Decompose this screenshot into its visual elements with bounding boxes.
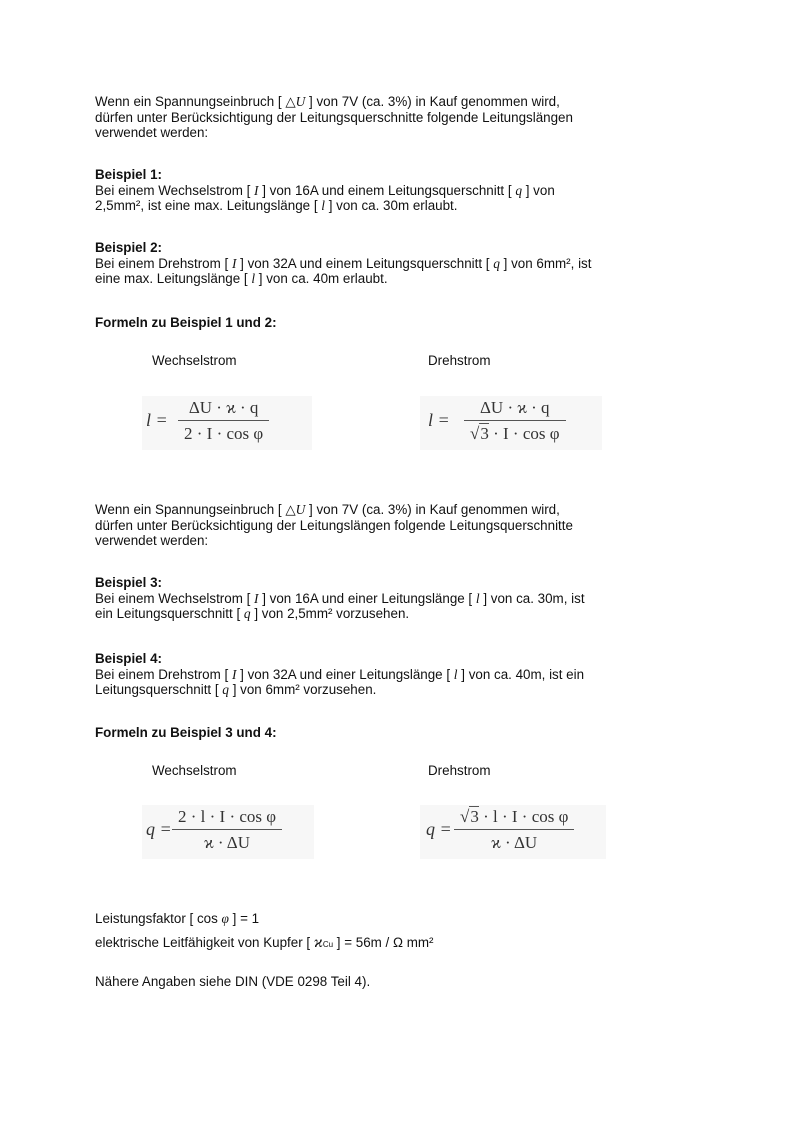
text: ] = 1 [228, 911, 260, 926]
example-title: Beispiel 4: [95, 651, 162, 666]
text: Wenn ein Spannungseinbruch [ [95, 94, 286, 109]
formula-fraction [172, 805, 282, 853]
formula-lhs: l = [428, 410, 450, 430]
example-3 [95, 575, 695, 622]
length-symbol: l [475, 590, 480, 606]
formula-fraction [464, 396, 566, 444]
label-wechselstrom: Wechselstrom [152, 353, 237, 368]
text: ] von ca. 40m erlaubt. [255, 271, 388, 287]
text: ] von 7V (ca. 3%) in Kauf genommen wird, [305, 502, 560, 517]
formula-numerator: ΔU · ϰ · q [178, 396, 269, 421]
text: ] von 16A und einer Leitungslänge [ [258, 590, 476, 606]
phi-symbol: φ [221, 911, 229, 926]
example-title: Beispiel 3: [95, 575, 162, 590]
text: elektrische Leitfähigkeit von Kupfer [ [95, 935, 314, 950]
text: 2,5mm², ist eine max. Leitungslänge [ [95, 198, 322, 214]
formula-lhs: q = [426, 819, 452, 839]
formula-lhs: l = [146, 410, 168, 430]
intro-paragraph-2 [95, 502, 695, 549]
text: ] von 7V (ca. 3%) in Kauf genommen wird, [305, 94, 560, 109]
cross-section-symbol: q [515, 182, 523, 198]
din-reference: Nähere Angaben siehe DIN (VDE 0298 Teil 4). [95, 974, 371, 989]
text: · l · I · cos φ [478, 807, 569, 826]
sqrt-radicand: 3 [480, 424, 489, 443]
length-symbol: l [251, 271, 256, 287]
intro-paragraph-1 [95, 94, 695, 141]
formula-denominator: √3 · I · cos φ [470, 424, 560, 443]
text: Leistungsfaktor [ cos [95, 911, 222, 926]
text: Bei einem Wechselstrom [ [95, 590, 255, 606]
text: dürfen unter Berücksichtigung der Leitungslängen folgende Leitungsquerschnitte [95, 517, 573, 533]
label-drehstrom: Drehstrom [428, 763, 491, 778]
cross-section-symbol: q [222, 682, 229, 698]
conductivity-line [95, 935, 695, 953]
current-symbol: I [231, 255, 237, 271]
cross-section-symbol: q [243, 606, 251, 622]
text: verwendet werden: [95, 125, 209, 141]
formula-length-3phase [420, 396, 602, 450]
formula-lhs: q = [146, 819, 172, 839]
text: eine max. Leitungslänge [ [95, 271, 252, 287]
formula-fraction [178, 396, 269, 444]
formulas-heading-1-2: Formeln zu Beispiel 1 und 2: [95, 315, 277, 330]
current-symbol: I [254, 590, 259, 606]
text: ] von ca. 30m, ist [479, 590, 585, 606]
example-title: Beispiel 2: [95, 240, 162, 255]
text: Leitungsquerschnitt [ [95, 682, 223, 698]
text: ] = 56m / Ω mm² [333, 935, 434, 950]
text: ] von 16A und einem Leitungsquerschnitt [ [258, 182, 516, 198]
formula-section-ac [142, 805, 314, 859]
text: ] von 32A und einem Leitungsquerschnitt [ [236, 255, 494, 271]
text: Wenn ein Spannungseinbruch [ [95, 502, 286, 517]
text: Bei einem Drehstrom [ [95, 666, 232, 682]
example-1 [95, 167, 695, 214]
formula-denominator: ϰ · ΔU [204, 833, 251, 852]
example-title: Beispiel 1: [95, 167, 162, 182]
text: ] von [522, 182, 555, 198]
formulas-heading-3-4: Formeln zu Beispiel 3 und 4: [95, 725, 277, 740]
sqrt-radicand: 3 [470, 807, 479, 826]
delta-u-symbol: △U [285, 94, 306, 109]
text: ] von ca. 30m erlaubt. [325, 198, 458, 214]
text: ein Leitungsquerschnitt [ [95, 606, 244, 622]
formula-numerator: ΔU · ϰ · q [464, 396, 566, 421]
current-symbol: I [231, 666, 237, 682]
text: verwendet werden: [95, 533, 209, 549]
text: ] von 6mm² vorzusehen. [229, 682, 377, 698]
current-symbol: I [254, 182, 259, 198]
kappa-subscript: Cu [322, 940, 334, 949]
text: Bei einem Drehstrom [ [95, 255, 232, 271]
cross-section-symbol: q [493, 255, 500, 271]
power-factor-line [95, 911, 695, 927]
length-symbol: l [453, 666, 458, 682]
formula-section-3phase [420, 805, 606, 859]
text: dürfen unter Berücksichtigung der Leitungsquerschnitte folgende Leitungslängen [95, 109, 573, 125]
label-drehstrom: Drehstrom [428, 353, 491, 368]
formula-fraction [454, 805, 574, 853]
formula-numerator: 2 · l · I · cos φ [172, 805, 282, 830]
length-symbol: l [321, 198, 325, 214]
formula-numerator: √3 · l · I · cos φ [454, 805, 574, 830]
formula-denominator: ϰ · ΔU [491, 833, 538, 852]
text: ] von 6mm², ist [499, 255, 592, 271]
text: Bei einem Wechselstrom [ [95, 182, 255, 198]
text: ] von 32A und einer Leitungslänge [ [236, 666, 454, 682]
delta-u-symbol: △U [285, 502, 306, 517]
example-2 [95, 240, 695, 287]
formula-denominator: 2 · I · cos φ [184, 424, 264, 443]
text: ] von ca. 40m, ist ein [457, 666, 585, 682]
text: ] von 2,5mm² vorzusehen. [250, 606, 410, 622]
example-4 [95, 651, 695, 698]
label-wechselstrom: Wechselstrom [152, 763, 237, 778]
formula-length-ac [142, 396, 312, 450]
text: · I · cos φ [488, 424, 560, 443]
kappa-symbol: ϰ [313, 934, 323, 951]
